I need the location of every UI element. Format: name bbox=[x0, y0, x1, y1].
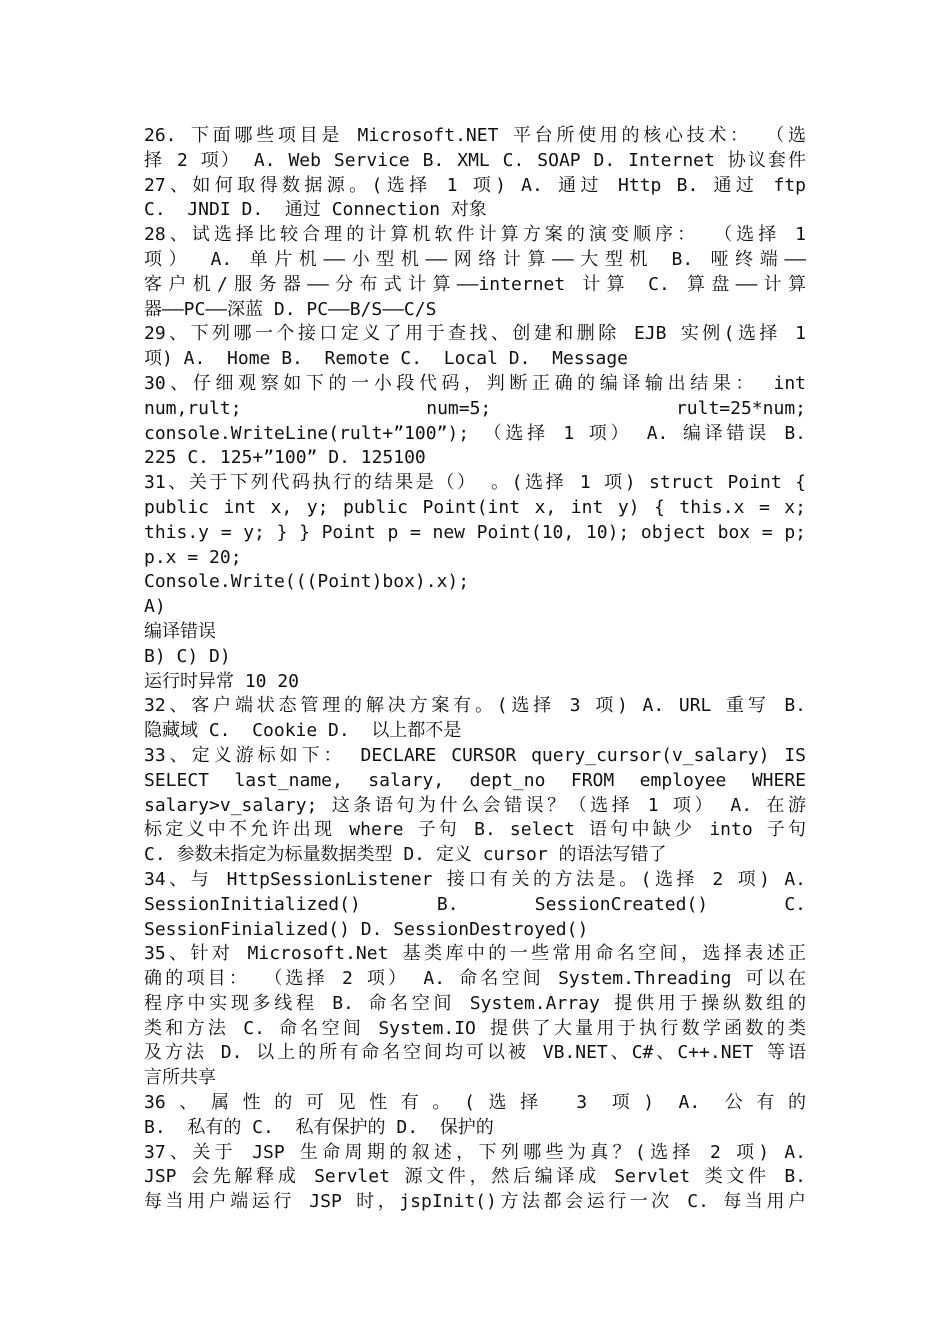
text-line: public int x, y; public Point(int x, int y) { this.x = x; bbox=[144, 496, 806, 518]
text-line: C. 参数未指定为标量数据类型 D. 定义 cursor 的语法写错了 bbox=[144, 844, 667, 866]
text-line: 每当用户端运行 JSP 时，jspInit()方法都会运行一次 C. 每当用户 bbox=[144, 1191, 806, 1213]
text-line: 类和方法 C. 命名空间 System.IO 提供了大量用于执行数学函数的类 bbox=[144, 1017, 806, 1039]
text-line: C. JNDI D. 通过 Connection 对象 bbox=[144, 199, 487, 221]
text-line: 32、客户端状态管理的解决方案有。(选择 3 项) A. URL 重写 B. bbox=[144, 695, 806, 717]
text-line: 标定义中不允许出现 where 子句 B. select 语句中缺少 into 子句 bbox=[144, 819, 806, 841]
text-line: 36、属性的可见性有。(选择 3 项) A. 公有的 bbox=[144, 1092, 806, 1114]
text-line: 及方法 D. 以上的所有命名空间均可以被 VB.NET、C#、C++.NET 等语 bbox=[144, 1042, 806, 1064]
text-line: 37、关于 JSP 生命周期的叙述，下列哪些为真？(选择 2 项) A. bbox=[144, 1141, 806, 1163]
text-line: B. 私有的 C. 私有保护的 D. 保护的 bbox=[144, 1116, 494, 1138]
text-line: 程序中实现多线程 B. 命名空间 System.Array 提供用于操纵数组的 bbox=[144, 992, 806, 1014]
text-line: p.x = 20; bbox=[144, 546, 242, 568]
text-line: 225 C. 125+”100” D. 125100 bbox=[144, 447, 426, 469]
text-line: 编译错误 bbox=[144, 620, 216, 642]
text-line: 27、如何取得数据源。(选择 1 项) A. 通过 Http B. 通过 ftp bbox=[144, 174, 806, 196]
text-line: num,rult; num=5; rult=25*num; bbox=[144, 397, 806, 419]
text-line: Console.Write(((Point)box).x); bbox=[144, 571, 470, 593]
text-line: 31、关于下列代码执行的结果是（） 。(选择 1 项) struct Point { bbox=[144, 472, 806, 494]
text-line: B) C) D) bbox=[144, 645, 231, 667]
text-line: 项) A. Home B. Remote C. Local D. Message bbox=[144, 348, 628, 370]
text-line: SessionFinialized() D. SessionDestroyed() bbox=[144, 918, 589, 940]
text-line: 运行时异常 10 20 bbox=[144, 670, 300, 692]
text-line: SELECT last_name, salary, dept_no FROM employee WHERE bbox=[144, 769, 806, 791]
text-line: 26. 下面哪些项目是 Microsoft.NET 平台所使用的核心技术： （选 bbox=[144, 125, 806, 146]
text-line: console.WriteLine(rult+”100”); （选择 1 项） A. 编译错误 B. bbox=[144, 422, 806, 444]
document-body bbox=[144, 124, 806, 1215]
text-line: 33、定义游标如下： DECLARE CURSOR query_cursor(v_salary) IS bbox=[144, 744, 806, 766]
text-line: 29、下列哪一个接口定义了用于查找、创建和删除 EJB 实例(选择 1 bbox=[144, 323, 806, 345]
text-line: 客户机/服务器——分布式计算——internet 计算 C. 算盘——计算 bbox=[144, 273, 806, 295]
text-line: 确的项目： （选择 2 项） A. 命名空间 System.Threading 可以在 bbox=[144, 968, 806, 990]
text-line: 择 2 项） A. Web Service B. XML C. SOAP D. Internet 协议套件 bbox=[144, 149, 806, 171]
text-line: A) bbox=[144, 596, 166, 618]
text-line: 34、与 HttpSessionListener 接口有关的方法是。(选择 2 项) A. bbox=[144, 868, 806, 890]
text-line: 35、针对 Microsoft.Net 基类库中的一些常用命名空间，选择表述正 bbox=[144, 943, 806, 965]
text-line: this.y = y; } } Point p = new Point(10, 10); object box = p; bbox=[144, 521, 806, 543]
text-line: 项） A. 单片机——小型机——网络计算——大型机 B. 哑终端—— bbox=[144, 248, 806, 270]
text-line: 言所共享 bbox=[144, 1067, 216, 1089]
text-line: 28、试选择比较合理的计算机软件计算方案的演变顺序： （选择 1 bbox=[144, 224, 806, 246]
text-line: 隐藏域 C. Cookie D. 以上都不是 bbox=[144, 720, 462, 742]
text-line: 30、仔细观察如下的一小段代码，判断正确的编译输出结果： int bbox=[144, 372, 806, 394]
text-line: JSP 会先解释成 Servlet 源文件，然后编译成 Servlet 类文件 B. bbox=[144, 1166, 806, 1188]
text-line: salary>v_salary; 这条语句为什么会错误？（选择 1 项） A. 在游 bbox=[144, 794, 806, 816]
text-line: SessionInitialized() B. SessionCreated() C. bbox=[144, 893, 806, 915]
text-line: 器——PC——深蓝 D. PC——B/S——C/S bbox=[144, 298, 437, 320]
